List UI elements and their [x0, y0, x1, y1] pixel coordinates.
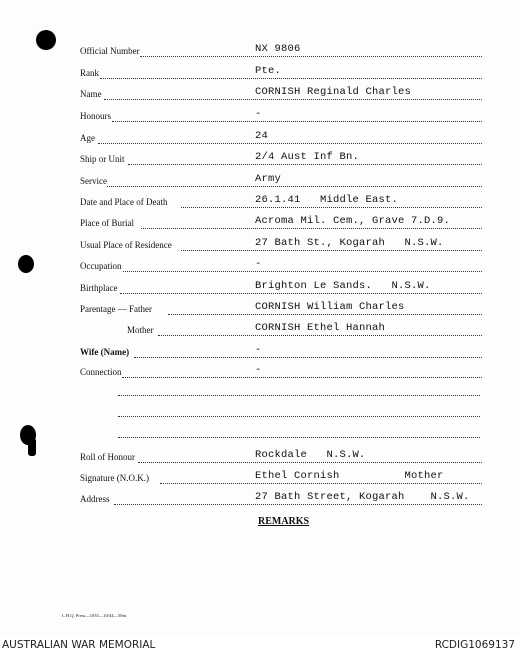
address-value: 27 Bath Street, Kogarah N.S.W. [255, 491, 470, 503]
age-label: Age [80, 133, 95, 143]
connection-label: Connection [80, 367, 122, 377]
dotted-line [123, 271, 482, 272]
honours-value: - [255, 108, 262, 120]
row-address [0, 491, 519, 514]
rank-label: Rank [80, 68, 99, 78]
footer-record-id: RCDIG1069137 [434, 639, 515, 651]
date-place-death-label: Date and Place of Death [80, 197, 168, 207]
signature-value: Ethel Cornish Mother [255, 470, 444, 482]
row-age [0, 130, 519, 153]
wife-label: Wife (Name) [80, 347, 130, 357]
occupation-label: Occupation [80, 261, 122, 271]
father-value: CORNISH William Charles [255, 301, 405, 313]
residence-label: Usual Place of Residence [80, 240, 172, 250]
dotted-line [140, 56, 482, 57]
remarks-heading: REMARKS [258, 516, 310, 527]
row-place-of-burial [0, 215, 519, 238]
dotted-line [168, 314, 482, 315]
row-birthplace [0, 280, 519, 303]
wife-value: - [255, 344, 262, 356]
name-value: CORNISH Reginald Charles [255, 86, 412, 98]
row-residence [0, 237, 519, 260]
dotted-line [160, 483, 482, 484]
row-occupation [0, 258, 519, 281]
connection-value: - [255, 364, 262, 376]
row-father [0, 301, 519, 324]
mother-label: Mother [127, 325, 154, 335]
dotted-line [122, 377, 482, 378]
residence-value: 27 Bath St., Kogarah N.S.W. [255, 237, 444, 249]
dotted-line [158, 335, 482, 336]
roll-of-honour-label: Roll of Honour [80, 452, 135, 462]
mother-value: CORNISH Ethel Hannah [255, 322, 386, 334]
connection-extra-line-2 [118, 416, 480, 417]
dotted-line [98, 143, 482, 144]
dotted-line [134, 357, 482, 358]
official-number-value: NX 9806 [255, 43, 301, 55]
row-rank [0, 65, 519, 88]
dotted-line [181, 207, 482, 208]
service-value: Army [255, 173, 282, 185]
dotted-line [100, 78, 482, 79]
dotted-line [128, 164, 482, 165]
place-of-burial-label: Place of Burial [80, 218, 134, 228]
connection-extra-line-3 [118, 437, 480, 438]
ship-or-unit-label: Ship or Unit [80, 154, 125, 164]
archive-footer [0, 636, 519, 653]
row-honours [0, 108, 519, 131]
dotted-line [107, 186, 482, 187]
connection-extra-line-1 [118, 395, 480, 396]
birthplace-label: Birthplace [80, 283, 118, 293]
dotted-line [138, 462, 482, 463]
roll-of-honour-value: Rockdale N.S.W. [255, 449, 366, 461]
dotted-line [104, 99, 482, 100]
date-place-death-value: 26.1.41 Middle East. [255, 194, 399, 206]
row-ship-or-unit [0, 151, 519, 174]
address-label: Address [80, 494, 110, 504]
dotted-line [120, 293, 482, 294]
footer-institution: AUSTRALIAN WAR MEMORIAL [2, 639, 156, 651]
row-connection [0, 364, 519, 387]
signature-label: Signature (N.O.K.) [80, 473, 149, 483]
row-roll-of-honour [0, 449, 519, 472]
dotted-line [114, 504, 482, 505]
row-signature [0, 470, 519, 493]
row-service [0, 173, 519, 196]
occupation-value: - [255, 258, 262, 270]
service-label: Service [80, 176, 107, 186]
birthplace-value: Brighton Le Sands. N.S.W. [255, 280, 431, 292]
dotted-line [112, 121, 482, 122]
age-value: 24 [255, 130, 269, 142]
official-number-label: Official Number [80, 46, 140, 56]
dotted-line [141, 228, 482, 229]
row-name [0, 86, 519, 109]
honours-label: Honours [80, 111, 111, 121]
dotted-line [181, 250, 482, 251]
printer-note: L.H.Q. Press—1035—10/44—50m. [62, 613, 128, 618]
father-label: Parentage — Father [80, 304, 152, 314]
ship-or-unit-value: 2/4 Aust Inf Bn. [255, 151, 360, 163]
row-official-number [0, 43, 519, 66]
name-label: Name [80, 89, 102, 99]
row-date-place-death [0, 194, 519, 217]
rank-value: Pte. [255, 65, 282, 77]
row-mother [0, 322, 519, 345]
place-of-burial-value: Acroma Mil. Cem., Grave 7.D.9. [255, 215, 451, 227]
